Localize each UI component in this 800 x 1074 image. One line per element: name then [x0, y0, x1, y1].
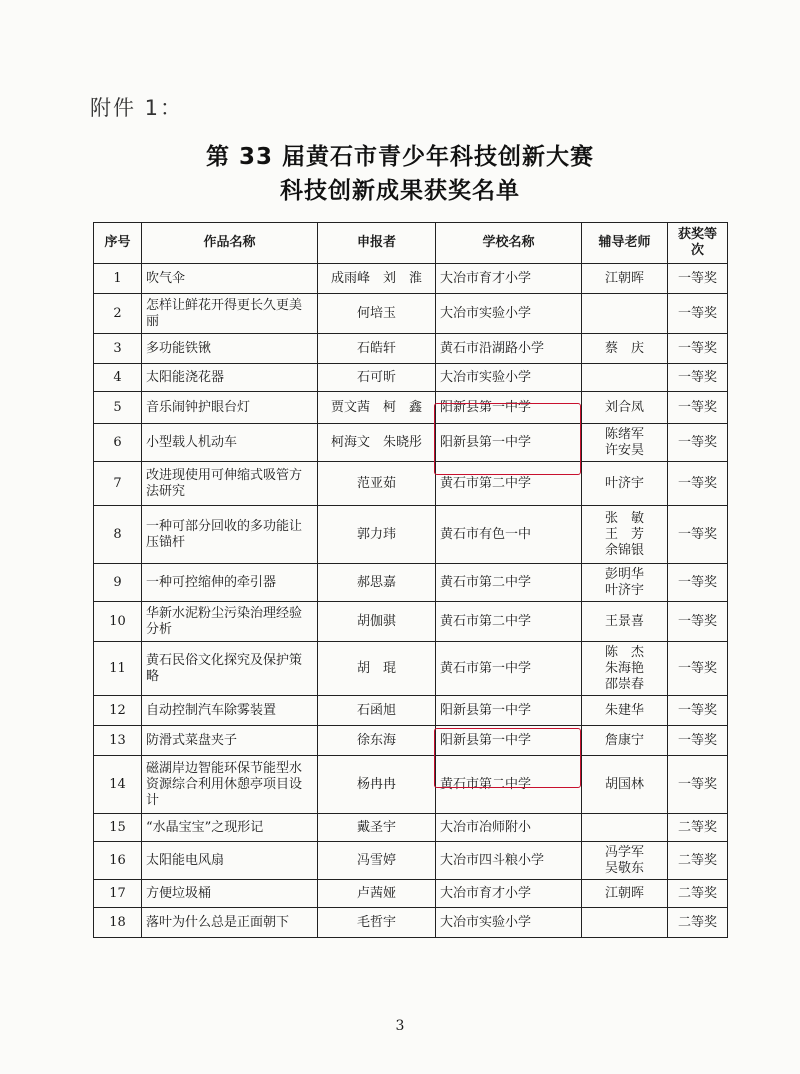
cell-no: 14 — [94, 756, 142, 814]
column-header-work: 作品名称 — [142, 223, 318, 264]
cell-award-level: 一等奖 — [668, 392, 728, 424]
cell-award-level: 一等奖 — [668, 564, 728, 602]
attachment-label: 附件 1： — [90, 96, 184, 120]
table-row — [94, 294, 728, 334]
tutor-name: 朱海艳 — [604, 660, 644, 676]
cell-no: 9 — [94, 564, 142, 602]
cell-award-level: 一等奖 — [668, 334, 728, 364]
table-row — [94, 424, 728, 462]
cell-work-name: 华新水泥粉尘污染治理经验分析 — [142, 602, 318, 642]
cell-school: 阳新县第一中学 — [436, 696, 582, 726]
cell-school: 大冶市实验小学 — [436, 294, 582, 334]
cell-no: 3 — [94, 334, 142, 364]
cell-work-name: 小型载人机动车 — [142, 424, 318, 462]
cell-work-name: 太阳能电风扇 — [142, 842, 318, 880]
page-number: 3 — [395, 1018, 405, 1034]
tutor-name: 余锦银 — [604, 542, 644, 558]
cell-award-level: 一等奖 — [668, 506, 728, 564]
tutor-name: 江朝晖 — [604, 885, 644, 901]
tutor-name: 叶济宇 — [604, 475, 644, 491]
table-row — [94, 564, 728, 602]
cell-no: 17 — [94, 880, 142, 908]
cell-work-name: 落叶为什么总是正面朝下 — [142, 908, 318, 938]
table-row — [94, 602, 728, 642]
cell-tutor — [582, 264, 668, 294]
table-row — [94, 462, 728, 506]
cell-applicant: 毛哲宇 — [318, 908, 436, 938]
table-row — [94, 392, 728, 424]
table-row — [94, 364, 728, 392]
cell-school: 大冶市育才小学 — [436, 880, 582, 908]
column-header-no: 序号 — [94, 223, 142, 264]
cell-no: 1 — [94, 264, 142, 294]
cell-school: 大冶市四斗粮小学 — [436, 842, 582, 880]
cell-school: 阳新县第一中学 — [436, 392, 582, 424]
tutor-name: 彭明华 — [604, 566, 644, 582]
cell-award-level: 二等奖 — [668, 908, 728, 938]
cell-no: 13 — [94, 726, 142, 756]
cell-applicant: 柯海文 朱晓彤 — [318, 424, 436, 462]
cell-work-name: 黄石民俗文化探究及保护策略 — [142, 642, 318, 696]
tutor-name: 陈 杰 — [604, 644, 644, 660]
cell-tutor — [582, 506, 668, 564]
cell-school: 大冶市育才小学 — [436, 264, 582, 294]
cell-work-name: “水晶宝宝”之现形记 — [142, 814, 318, 842]
cell-applicant: 石函旭 — [318, 696, 436, 726]
column-header-applicant: 申报者 — [318, 223, 436, 264]
cell-applicant: 胡 琨 — [318, 642, 436, 696]
cell-school: 黄石市第二中学 — [436, 756, 582, 814]
cell-award-level: 一等奖 — [668, 294, 728, 334]
tutor-name: 刘合凤 — [604, 399, 644, 415]
cell-work-name: 磁湖岸边智能环保节能型水资源综合利用休憩亭项目设计 — [142, 756, 318, 814]
cell-school: 大冶市实验小学 — [436, 364, 582, 392]
table-row — [94, 334, 728, 364]
table-header-row — [94, 223, 728, 264]
cell-tutor — [582, 908, 668, 938]
tutor-name: 叶济宇 — [604, 582, 644, 598]
cell-award-level: 一等奖 — [668, 264, 728, 294]
cell-school: 大冶市实验小学 — [436, 908, 582, 938]
cell-applicant: 郝思嘉 — [318, 564, 436, 602]
cell-applicant: 石皓轩 — [318, 334, 436, 364]
cell-tutor — [582, 642, 668, 696]
tutor-name: 张 敏 — [604, 510, 644, 526]
cell-tutor — [582, 756, 668, 814]
table-row — [94, 726, 728, 756]
cell-applicant: 郭力玮 — [318, 506, 436, 564]
cell-no: 12 — [94, 696, 142, 726]
cell-applicant: 石可昕 — [318, 364, 436, 392]
cell-award-level: 一等奖 — [668, 756, 728, 814]
column-header-tutor: 辅导老师 — [582, 223, 668, 264]
tutor-name: 王 芳 — [604, 526, 644, 542]
table-row — [94, 880, 728, 908]
cell-award-level: 一等奖 — [668, 696, 728, 726]
cell-work-name: 防滑式菜盘夹子 — [142, 726, 318, 756]
cell-no: 5 — [94, 392, 142, 424]
cell-applicant: 卢茜娅 — [318, 880, 436, 908]
cell-no: 10 — [94, 602, 142, 642]
cell-tutor — [582, 726, 668, 756]
cell-tutor — [582, 814, 668, 842]
cell-tutor — [582, 294, 668, 334]
cell-tutor — [582, 602, 668, 642]
cell-no: 6 — [94, 424, 142, 462]
table-row — [94, 842, 728, 880]
cell-tutor — [582, 364, 668, 392]
cell-school: 黄石市沿湖路小学 — [436, 334, 582, 364]
cell-tutor — [582, 842, 668, 880]
table-row — [94, 642, 728, 696]
cell-applicant: 胡伽骐 — [318, 602, 436, 642]
cell-applicant: 范亚茹 — [318, 462, 436, 506]
cell-work-name: 怎样让鲜花开得更长久更美丽 — [142, 294, 318, 334]
cell-no: 8 — [94, 506, 142, 564]
award-table — [93, 222, 728, 938]
tutor-name: 江朝晖 — [604, 270, 644, 286]
cell-work-name: 多功能铁锹 — [142, 334, 318, 364]
cell-school: 阳新县第一中学 — [436, 424, 582, 462]
tutor-name: 陈绪军 — [604, 426, 644, 442]
cell-work-name: 音乐闹钟护眼台灯 — [142, 392, 318, 424]
cell-applicant: 戴圣宇 — [318, 814, 436, 842]
cell-no: 16 — [94, 842, 142, 880]
cell-award-level: 一等奖 — [668, 726, 728, 756]
cell-tutor — [582, 696, 668, 726]
cell-school: 阳新县第一中学 — [436, 726, 582, 756]
cell-award-level: 一等奖 — [668, 642, 728, 696]
cell-applicant: 何培玉 — [318, 294, 436, 334]
tutor-name: 邵崇春 — [604, 676, 644, 692]
cell-tutor — [582, 462, 668, 506]
table-row — [94, 264, 728, 294]
cell-work-name: 自动控制汽车除雾装置 — [142, 696, 318, 726]
cell-award-level: 一等奖 — [668, 462, 728, 506]
cell-work-name: 方便垃圾桶 — [142, 880, 318, 908]
cell-school: 大冶市冶师附小 — [436, 814, 582, 842]
tutor-name: 王景喜 — [604, 613, 644, 629]
cell-no: 15 — [94, 814, 142, 842]
table-row — [94, 814, 728, 842]
cell-award-level: 一等奖 — [668, 424, 728, 462]
table-row — [94, 506, 728, 564]
cell-no: 4 — [94, 364, 142, 392]
document-subtitle: 科技创新成果获奖名单 — [280, 178, 520, 204]
cell-school: 黄石市第二中学 — [436, 564, 582, 602]
cell-no: 7 — [94, 462, 142, 506]
column-header-award: 获奖等次 — [668, 223, 728, 264]
cell-school: 黄石市有色一中 — [436, 506, 582, 564]
tutor-name: 许安昊 — [604, 442, 644, 458]
table-row — [94, 696, 728, 726]
tutor-name: 蔡 庆 — [604, 340, 644, 356]
table-row — [94, 908, 728, 938]
cell-award-level: 一等奖 — [668, 602, 728, 642]
cell-work-name: 一种可控缩伸的牵引器 — [142, 564, 318, 602]
document-title: 第 33 届黄石市青少年科技创新大赛 — [205, 144, 595, 170]
cell-work-name: 一种可部分回收的多功能让压锚杆 — [142, 506, 318, 564]
tutor-name: 冯学军 — [604, 844, 644, 860]
cell-school: 黄石市第二中学 — [436, 462, 582, 506]
cell-applicant: 杨冉冉 — [318, 756, 436, 814]
cell-work-name: 太阳能浇花器 — [142, 364, 318, 392]
tutor-name: 朱建华 — [604, 702, 644, 718]
cell-applicant: 冯雪婷 — [318, 842, 436, 880]
cell-award-level: 一等奖 — [668, 364, 728, 392]
cell-applicant: 成雨峰 刘 淮 — [318, 264, 436, 294]
cell-award-level: 二等奖 — [668, 814, 728, 842]
cell-tutor — [582, 392, 668, 424]
cell-award-level: 二等奖 — [668, 880, 728, 908]
cell-no: 11 — [94, 642, 142, 696]
table-row — [94, 756, 728, 814]
tutor-name: 胡国林 — [604, 776, 644, 792]
cell-tutor — [582, 424, 668, 462]
cell-applicant: 贾文茜 柯 鑫 — [318, 392, 436, 424]
cell-tutor — [582, 880, 668, 908]
cell-applicant: 徐东海 — [318, 726, 436, 756]
cell-work-name: 改进现使用可伸缩式吸管方法研究 — [142, 462, 318, 506]
cell-award-level: 二等奖 — [668, 842, 728, 880]
cell-no: 2 — [94, 294, 142, 334]
cell-no: 18 — [94, 908, 142, 938]
tutor-name: 詹康宁 — [604, 732, 644, 748]
cell-work-name: 吹气伞 — [142, 264, 318, 294]
column-header-school: 学校名称 — [436, 223, 582, 264]
cell-tutor — [582, 334, 668, 364]
cell-tutor — [582, 564, 668, 602]
cell-school: 黄石市第二中学 — [436, 602, 582, 642]
tutor-name: 吴敬东 — [604, 860, 644, 876]
cell-school: 黄石市第一中学 — [436, 642, 582, 696]
